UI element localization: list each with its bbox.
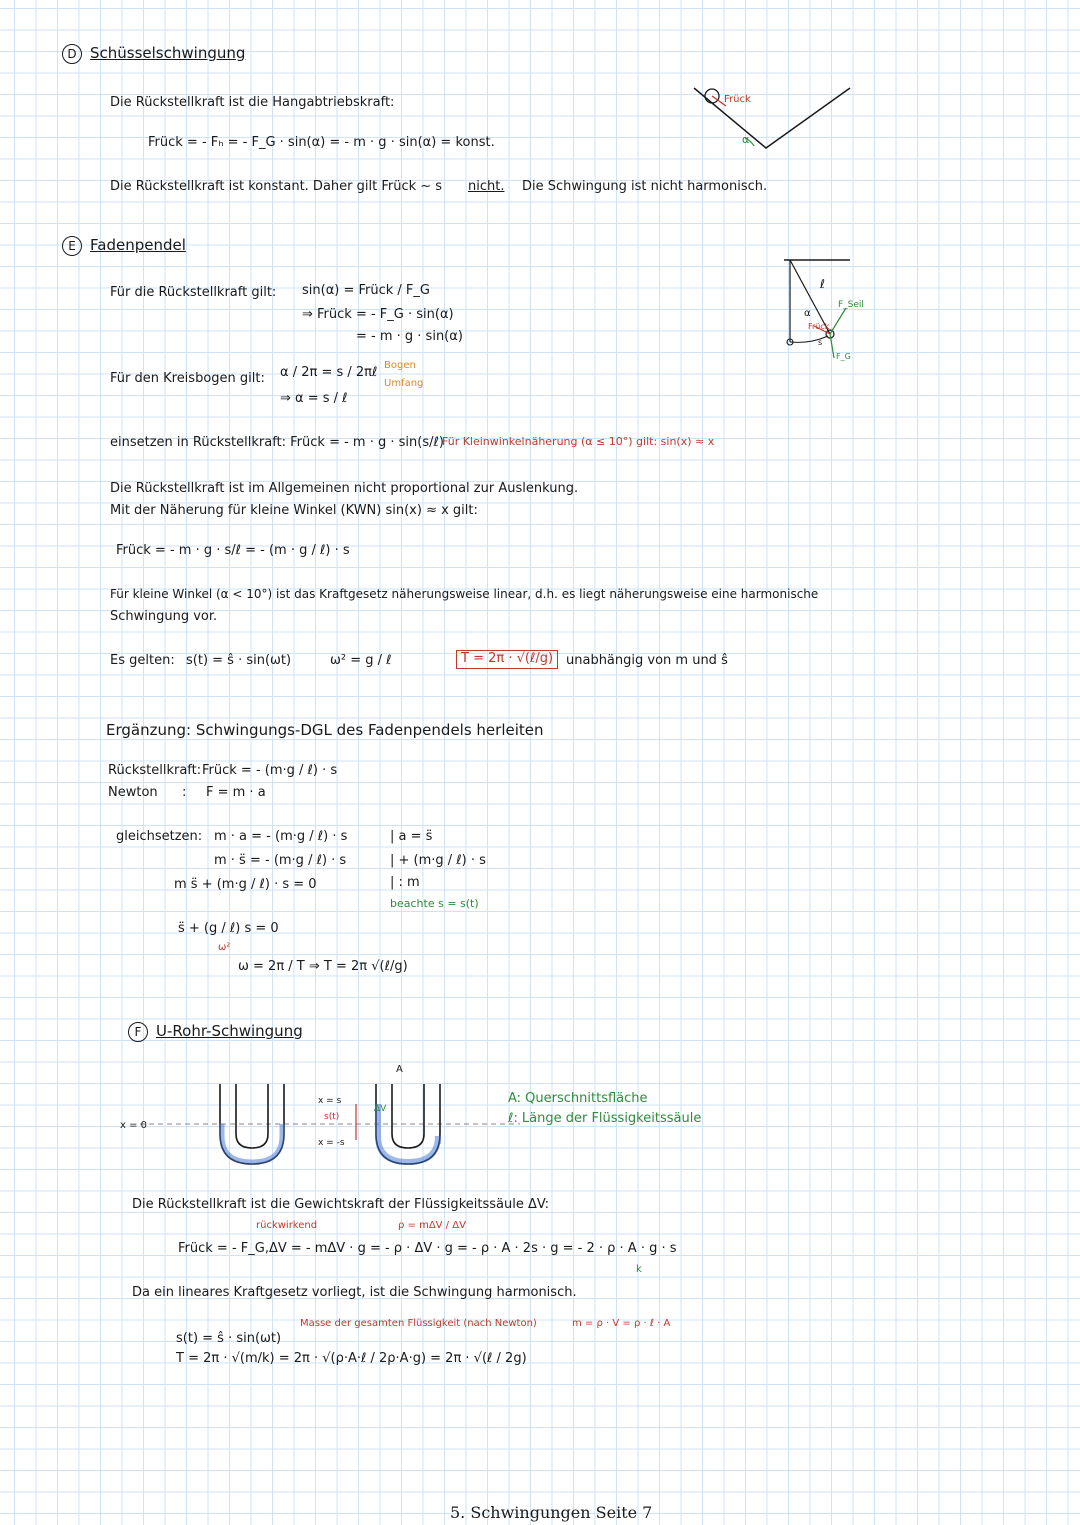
- axis-label: s(t): [324, 1112, 340, 1122]
- period-formula-box: T = 2π · √(ℓ/g): [456, 650, 558, 669]
- formula: Frück = - Fₕ = - F_G · sin(α) = - m · g · sin(α) = konst.: [148, 135, 495, 150]
- formula: m s̈ + (m·g / ℓ) · s = 0: [174, 877, 317, 892]
- note: Masse der gesamten Flüssigkeit (nach Newton): [300, 1318, 537, 1329]
- formula: T = 2π · √(m/k) = 2π · √(ρ·A·ℓ / 2ρ·A·g) = 2π · √(ℓ / 2g): [176, 1351, 527, 1366]
- note: | a = s̈: [390, 829, 433, 844]
- force-label: F_Seil: [838, 300, 864, 310]
- text-line: :: [182, 785, 187, 800]
- page-footer: 5. Schwingungen Seite 7: [450, 1503, 653, 1522]
- section-title: Schüsselschwingung: [90, 44, 246, 62]
- text-line: Mit der Näherung für kleine Winkel (KWN) sin(x) ≈ x gilt:: [110, 503, 478, 518]
- force-label: Frück: [724, 94, 751, 105]
- arc-label: s: [818, 338, 823, 347]
- formula: m · s̈ = - (m·g / ℓ) · s: [214, 853, 347, 868]
- text-line: Die Rückstellkraft ist konstant. Daher gilt Frück ~ s: [110, 179, 443, 194]
- text-line: Die Schwingung ist nicht harmonisch.: [522, 179, 768, 194]
- section-badge: F: [128, 1022, 148, 1042]
- area-label: A: [396, 1064, 403, 1075]
- definition: ℓ: Länge der Flüssigkeitssäule: [508, 1111, 702, 1126]
- note: rückwirkend: [256, 1220, 318, 1231]
- formula: s(t) = ŝ · sin(ωt): [186, 653, 292, 668]
- formula: ⇒ α = s / ℓ: [280, 391, 348, 406]
- section-title: U-Rohr-Schwingung: [156, 1022, 303, 1040]
- text-line: Für die Rückstellkraft gilt:: [110, 285, 277, 300]
- note: ρ = mΔV / ΔV: [398, 1220, 466, 1231]
- axis-label: x = 0: [120, 1120, 148, 1131]
- note: Für Kleinwinkelnäherung (α ≤ 10°) gilt: sin(x) ≈ x: [442, 435, 715, 448]
- note: m = ρ · V = ρ · ℓ · A: [572, 1318, 671, 1329]
- length-label: ℓ: [820, 277, 825, 291]
- axis-label: x = s: [318, 1096, 342, 1106]
- text-line: Für den Kreisbogen gilt:: [110, 371, 265, 386]
- formula: ω = 2π / T ⇒ T = 2π √(ℓ/g): [238, 959, 408, 974]
- text-line: Die Rückstellkraft ist im Allgemeinen nicht proportional zur Auslenkung.: [110, 481, 579, 496]
- note: beachte s = s(t): [390, 897, 479, 910]
- note: | + (m·g / ℓ) · s: [390, 853, 486, 868]
- note: k: [636, 1264, 642, 1275]
- formula: s̈ + (g / ℓ) s = 0: [178, 921, 279, 936]
- text-line: Es gelten:: [110, 653, 175, 668]
- force-label: Frück: [808, 322, 830, 331]
- formula: Frück = - (m·g / ℓ) · s: [202, 763, 338, 778]
- text-line: Für kleine Winkel (α < 10°) ist das Kraftgesetz näherungsweise linear, d.h. es liegt näherungsweise eine harmonische: [110, 587, 819, 601]
- formula: Frück = - F_G,ΔV = - mΔV · g = - ρ · ΔV · g = - ρ · A · 2s · g = - 2 · ρ · A · g · s: [178, 1241, 677, 1256]
- text-line: Schwingung vor.: [110, 609, 218, 624]
- formula: ⇒ Frück = - F_G · sin(α): [302, 307, 454, 322]
- formula: F = m · a: [206, 785, 266, 800]
- force-label: F_G: [836, 352, 851, 361]
- axis-label: x = -s: [318, 1138, 345, 1148]
- note: | : m: [390, 875, 420, 890]
- text-line: Rückstellkraft:: [108, 763, 202, 778]
- text-line: Da ein lineares Kraftgesetz vorliegt, ist die Schwingung harmonisch.: [132, 1285, 577, 1300]
- section-d-heading: [62, 44, 245, 64]
- section-f-heading: [128, 1022, 303, 1042]
- text-line: gleichsetzen:: [116, 829, 203, 844]
- angle-label: α: [742, 133, 750, 146]
- text-line: Newton: [108, 785, 158, 800]
- note: Umfang: [384, 378, 424, 389]
- formula: ω² = g / ℓ: [330, 653, 392, 668]
- formula: = - m · g · sin(α): [356, 329, 463, 344]
- section-title: Fadenpendel: [90, 236, 186, 254]
- formula: einsetzen in Rückstellkraft: Frück = - m · g · sin(s/ℓ): [110, 435, 444, 450]
- text-line: Die Rückstellkraft ist die Hangabtriebskraft:: [110, 95, 395, 110]
- section-e-heading: [62, 236, 186, 256]
- volume-label: ΔV: [374, 1104, 387, 1114]
- formula: α / 2π = s / 2πℓ: [280, 365, 378, 380]
- bowl-diagram: [690, 80, 860, 160]
- pendulum-diagram: [770, 258, 880, 368]
- definition: A: Querschnittsfläche: [508, 1091, 648, 1106]
- section-badge: E: [62, 236, 82, 256]
- section-badge: D: [62, 44, 82, 64]
- note: ω²: [218, 942, 231, 953]
- note: Bogen: [384, 360, 416, 371]
- formula: sin(α) = Frück / F_G: [302, 283, 430, 298]
- text-line: Die Rückstellkraft ist die Gewichtskraft der Flüssigkeitssäule ΔV:: [132, 1197, 550, 1212]
- formula: s(t) = ŝ · sin(ωt): [176, 1331, 282, 1346]
- angle-label: α: [804, 308, 811, 319]
- formula: m · a = - (m·g / ℓ) · s: [214, 829, 348, 844]
- ergaenzung-title: Ergänzung: Schwingungs-DGL des Fadenpendels herleiten: [106, 721, 544, 739]
- text-emphasis: nicht.: [468, 179, 505, 194]
- text-line: unabhängig von m und ŝ: [566, 653, 728, 668]
- formula: Frück = - m · g · s/ℓ = - (m · g / ℓ) · s: [116, 543, 350, 558]
